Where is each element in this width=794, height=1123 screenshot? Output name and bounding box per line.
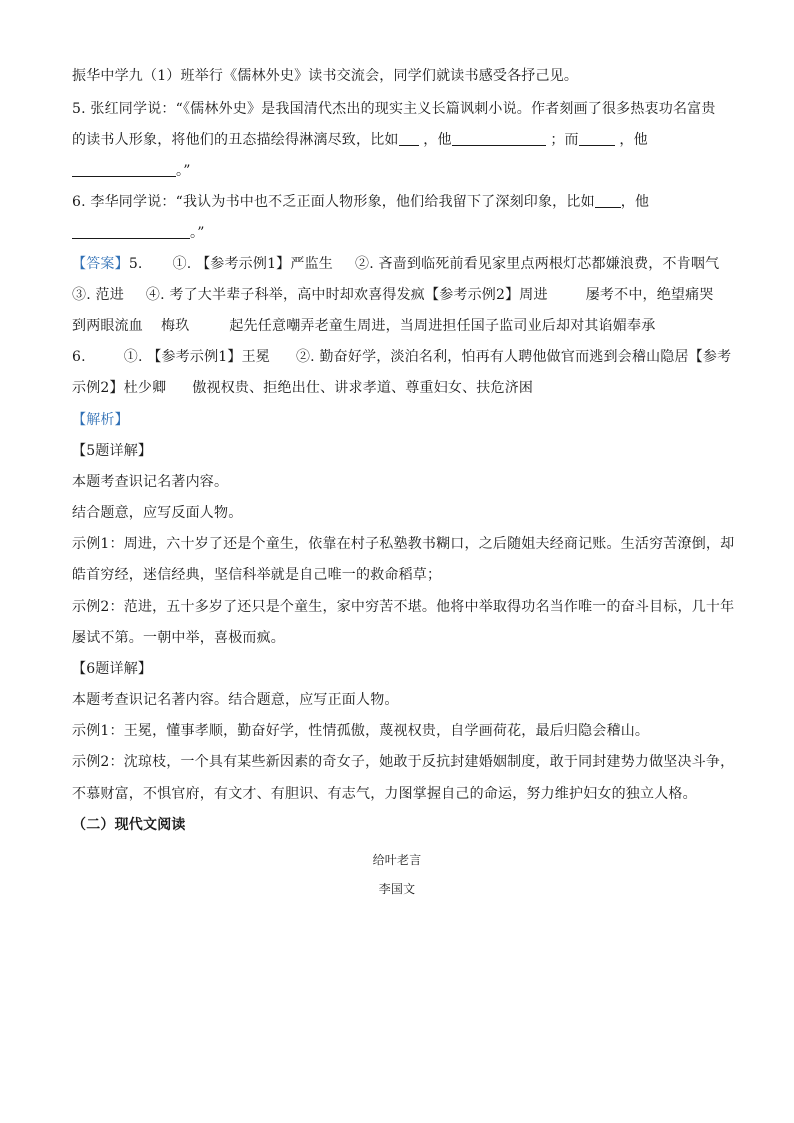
q5-line-3 xyxy=(72,161,732,181)
article-title: 给叶老言 xyxy=(372,853,422,867)
answer-5-e: 屡考不中，绝望痛哭 xyxy=(585,287,714,303)
answer-5-c: ③. 范进 xyxy=(72,287,124,303)
q5-detail-p3: 示例1：周进，六十岁了还是个童生，依靠在村子私塾教书糊口，之后随姐夫经商记账。生活穷苦潦倒，却 xyxy=(72,536,735,552)
answer-5-f: 到两眼流血 xyxy=(72,318,143,334)
q5-detail-p2: 结合题意，应写反面人物。 xyxy=(72,505,243,521)
analysis-tag: 【解析】 xyxy=(72,412,129,428)
answer-line-3 xyxy=(72,316,732,336)
answer-6-a: ①. 【参考示例1】王冕 xyxy=(123,349,270,365)
q5-line-1: 5. 张红同学说：“《儒林外史》是我国清代杰出的现实主义长篇讽刺小说。作者刻画了很多热衷功名富贵 xyxy=(72,101,716,117)
answer-line-1 xyxy=(72,254,732,274)
q6-text-end: ，他 xyxy=(620,194,650,210)
answer-blank[interactable] xyxy=(452,131,546,146)
answer-line-4 xyxy=(72,347,732,367)
answer-blank[interactable] xyxy=(399,131,419,146)
section-heading: （二）现代文阅读 xyxy=(72,817,186,833)
q5-detail-p4: 皓首穷经，迷信经典，坚信科举就是自己唯一的救命稻草； xyxy=(72,567,442,583)
q5-text-c: ；而 xyxy=(550,132,579,148)
q6-text: 6. 李华同学说：“我认为书中也不乏正面人物形象，他们给我留下了深刻印象，比如 xyxy=(72,194,595,210)
q5-detail-p1: 本题考查识记名著内容。 xyxy=(72,474,229,490)
q5-detail-p5: 示例2：范进，五十多岁了还只是个童生，家中穷苦不堪。他将中举取得功名当作唯一的奋斗目标，几十年 xyxy=(72,599,735,615)
answer-5-d: ④. 考了大半辈子科举，高中时却欢喜得发疯【参考示例2】周进 xyxy=(145,287,548,303)
answer-5-b: ②. 吝啬到临死前看见家里点两根灯芯都嫌浪费，不肯咽气 xyxy=(355,256,720,272)
answer-blank[interactable] xyxy=(595,193,621,208)
q5-detail-heading: 【5题详解】 xyxy=(72,443,153,459)
q6-detail-p1: 本题考查识记名著内容。结合题意，应写正面人物。 xyxy=(72,692,399,708)
answer-blank[interactable] xyxy=(72,224,190,239)
q6-line-1 xyxy=(72,192,732,212)
intro-text: 振华中学九（1）班举行《儒林外史》读书交流会，同学们就读书感受各抒己见。 xyxy=(72,68,579,84)
answer-num-5: 5. xyxy=(128,256,143,272)
answer-5-g: 梅玖 xyxy=(161,318,190,334)
answer-line-5 xyxy=(72,378,732,398)
q6-detail-p2: 示例1：王冕，懂事孝顺，勤奋好学，性情孤傲，蔑视权贵，自学画荷花，最后归隐会稽山。 xyxy=(72,723,650,739)
answer-5-h: 起先任意嘲弄老童生周进，当周进担任国子监司业后却对其谄媚奉承 xyxy=(229,318,656,334)
q5-detail-p6: 屡试不第。一朝中举，喜极而疯。 xyxy=(72,630,285,646)
q6-end: 。” xyxy=(190,225,205,241)
q6-detail-p3: 示例2：沈琼枝，一个具有某些新因素的奇女子，她敢于反抗封建婚姻制度，敢于同封建势力做坚决斗争， xyxy=(72,754,735,770)
answer-6-c: 示例2】杜少卿 xyxy=(72,380,167,396)
answer-num-6: 6. xyxy=(72,349,86,365)
q5-text-b: ，他 xyxy=(423,132,452,148)
q5-text-d: ，他 xyxy=(619,132,648,148)
answer-6-d: 傲视权贵、拒绝出仕、讲求孝道、尊重妇女、扶危济困 xyxy=(192,380,534,396)
answer-line-2 xyxy=(72,285,732,305)
article-author: 李国文 xyxy=(378,882,416,896)
q6-detail-heading: 【6题详解】 xyxy=(72,661,153,677)
answer-6-b: ②. 勤奋好学，淡泊名利，怕再有人聘他做官而逃到会稽山隐居【参考 xyxy=(295,349,732,365)
q6-detail-p4: 不慕财富，不惧官府，有文才、有胆识、有志气，力图掌握自己的命运，努力维护妇女的独立人格。 xyxy=(72,786,697,802)
q6-line-2 xyxy=(72,223,732,243)
answer-5-a: ①. 【参考示例1】严监生 xyxy=(172,256,333,272)
answer-blank[interactable] xyxy=(579,131,615,146)
q5-line-2 xyxy=(72,130,732,150)
answer-blank[interactable] xyxy=(72,162,176,177)
q5-end: 。” xyxy=(176,163,191,179)
answer-tag: 【答案】 xyxy=(72,256,129,272)
q5-text-a: 的读书人形象，将他们的丑态描绘得淋漓尽致，比如 xyxy=(72,132,399,148)
